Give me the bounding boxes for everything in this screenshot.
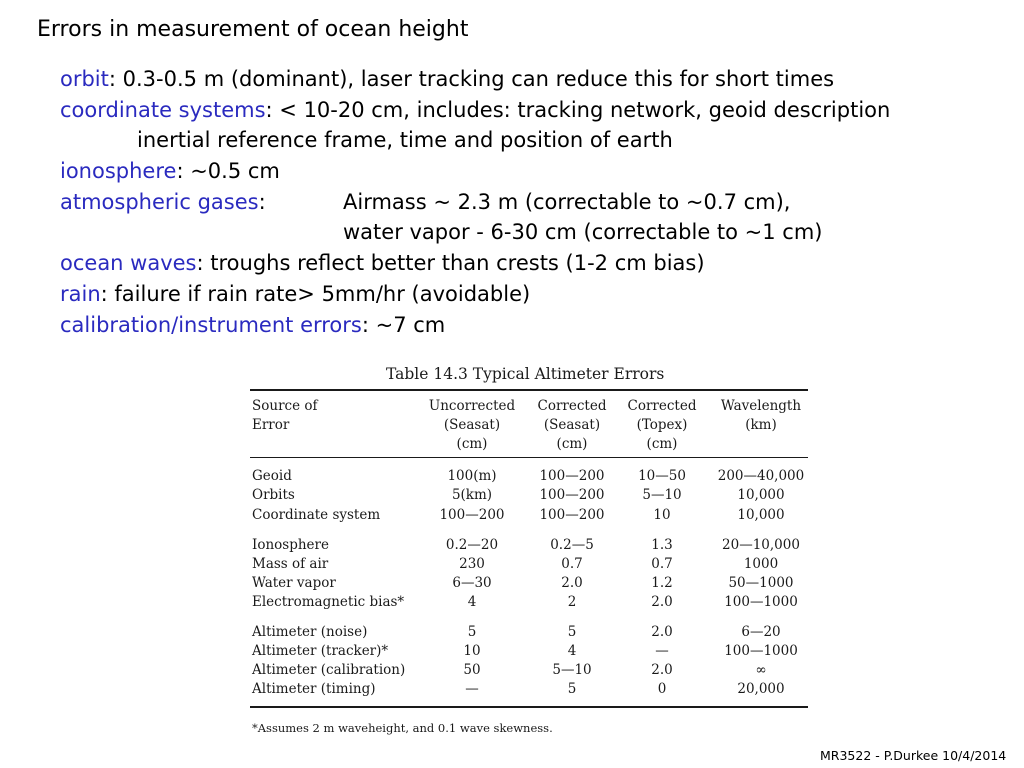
- table-cell: 5—10: [642, 487, 682, 503]
- header-uncorrected-seasat: Uncorrected (Seasat) (cm): [428, 398, 516, 452]
- ocean-waves-label: ocean waves: [60, 251, 197, 276]
- table-cell-source: Altimeter (tracker)*: [252, 643, 389, 659]
- atmospheric-gases-colon: :: [258, 189, 266, 214]
- calibration-item: [60, 310, 890, 341]
- error-list: [60, 64, 890, 340]
- table-cell: —: [465, 681, 479, 697]
- coordinate-systems-continuation: inertial reference frame, time and position of earth: [137, 128, 673, 153]
- table-cell: 10,000: [737, 507, 785, 523]
- table-cell-source: Orbits: [252, 487, 295, 503]
- table-bottom-rule: [250, 706, 808, 708]
- table-caption: Table 14.3 Typical Altimeter Errors: [386, 365, 665, 383]
- table-cell: 100—1000: [724, 643, 798, 659]
- table-cell: 4: [567, 643, 577, 659]
- table-cell: 5: [567, 624, 577, 640]
- table-cell: 4: [467, 594, 477, 610]
- table-cell: 100(m): [447, 468, 497, 484]
- table-cell: 0: [657, 681, 667, 697]
- table-cell: 200—40,000: [717, 468, 805, 484]
- ionosphere-label: ionosphere: [60, 159, 177, 184]
- ocean-waves-text: : troughs reflect better than crests (1-2 cm bias): [196, 251, 705, 276]
- table-cell-source: Altimeter (noise): [252, 624, 368, 640]
- table-cell-source: Coordinate system: [252, 507, 381, 523]
- atmospheric-gases-label: atmospheric gases: [60, 189, 259, 214]
- table-cell-source: Mass of air: [252, 556, 329, 572]
- slide-footer: MR3522 - P.Durkee 10/4/2014: [820, 748, 1007, 763]
- altimeter-errors-table: [246, 360, 818, 740]
- table-cell: 100—200: [539, 487, 605, 503]
- ocean-waves-item: [60, 248, 890, 279]
- table-cell-source: Geoid: [252, 468, 292, 484]
- table-cell: 100—200: [539, 507, 605, 523]
- atmospheric-gases-item: [60, 187, 890, 218]
- table-cell: 20,000: [737, 681, 785, 697]
- table-cell: 100—200: [539, 468, 605, 484]
- table-footnote: *Assumes 2 m waveheight, and 0.1 wave skewness.: [252, 721, 553, 735]
- table-cell: 5: [567, 681, 577, 697]
- table-cell: 1.2: [651, 575, 673, 591]
- table-cell: 0.2—20: [445, 537, 499, 553]
- table-cell: 5(km): [451, 487, 493, 503]
- table-cell: 2.0: [651, 662, 673, 678]
- table-cell: 5—10: [552, 662, 592, 678]
- table-cell: ∞: [755, 662, 767, 678]
- table-cell: 50—1000: [728, 575, 794, 591]
- table-cell: 50: [463, 662, 481, 678]
- table-cell: 100—200: [439, 507, 505, 523]
- table-cell-source: Altimeter (calibration): [252, 662, 406, 678]
- table-cell-source: Altimeter (timing): [252, 681, 376, 697]
- table-cell: 10: [653, 507, 671, 523]
- coordinate-systems-label: coordinate systems: [60, 97, 266, 122]
- table-cell: 2.0: [561, 575, 583, 591]
- table-cell: —: [655, 643, 669, 659]
- header-wavelength: Wavelength (km): [720, 398, 802, 433]
- orbit-text: : 0.3-0.5 m (dominant), laser tracking can reduce this for short times: [108, 67, 835, 91]
- table-cell: 0.2—5: [550, 537, 594, 553]
- table-cell: 10—50: [638, 468, 686, 484]
- table-cell: 230: [459, 556, 485, 572]
- table-cell: 0.7: [651, 556, 673, 572]
- rain-text: : failure if rain rate> 5mm/hr (avoidable): [100, 281, 531, 306]
- header-source: Source of Error: [252, 398, 318, 433]
- header-corrected-topex: Corrected (Topex) (cm): [627, 398, 697, 452]
- table-cell-source: Water vapor: [252, 575, 336, 591]
- slide-title: Errors in measurement of ocean height: [37, 17, 469, 42]
- table-cell: 6—20: [741, 624, 781, 640]
- table-cell: 6—30: [452, 575, 492, 591]
- rain-label: rain: [60, 281, 101, 306]
- table-cell: 0.7: [561, 556, 583, 572]
- table-cell-source: Electromagnetic bias*: [252, 594, 405, 610]
- coordinate-systems-text: : < 10-20 cm, includes: tracking network, geoid description: [265, 97, 891, 122]
- calibration-label: calibration/instrument errors: [60, 312, 362, 337]
- ionosphere-text: : ~0.5 cm: [176, 159, 280, 184]
- table-cell: 2.0: [651, 594, 673, 610]
- coordinate-systems-item: [60, 95, 890, 126]
- rain-item: [60, 279, 890, 310]
- orbit-item: [60, 64, 890, 95]
- table-cell: 10,000: [737, 487, 785, 503]
- water-vapor-text: water vapor - 6-30 cm (correctable to ~1 cm): [343, 220, 823, 245]
- table-cell: 2: [567, 594, 577, 610]
- ionosphere-item: [60, 156, 890, 187]
- table-cell-source: Ionosphere: [252, 537, 329, 553]
- airmass-text: Airmass ~ 2.3 m (correctable to ~0.7 cm),: [343, 189, 791, 214]
- orbit-label: orbit: [60, 67, 109, 91]
- table-cell: 2.0: [651, 624, 673, 640]
- table-cell: 10: [463, 643, 481, 659]
- table-cell: 1.3: [651, 537, 673, 553]
- table-cell: 100—1000: [724, 594, 798, 610]
- table-cell: 1000: [743, 556, 779, 572]
- table-top-rule: [250, 389, 808, 391]
- table-header-rule: [250, 457, 808, 458]
- table-cell: 20—10,000: [722, 537, 800, 553]
- table-cell: 5: [467, 624, 477, 640]
- calibration-text: : ~7 cm: [361, 312, 446, 337]
- header-corrected-seasat: Corrected (Seasat) (cm): [537, 398, 607, 452]
